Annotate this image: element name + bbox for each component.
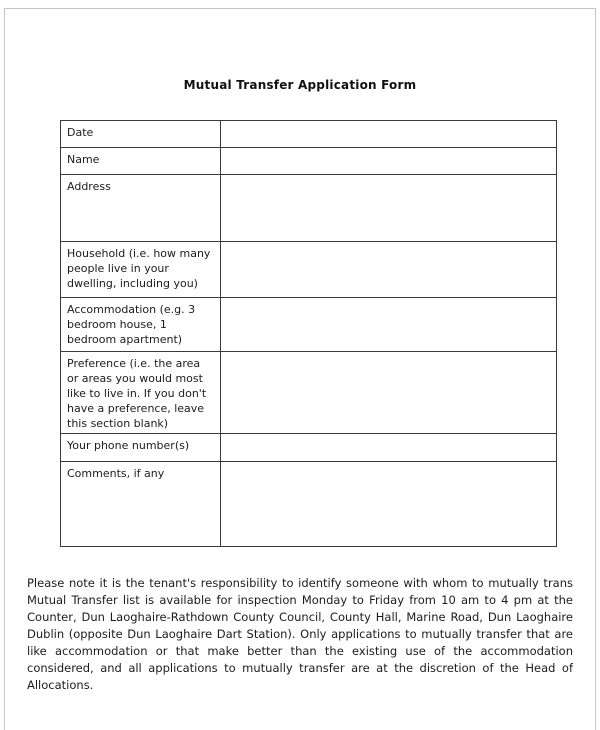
note-line: Please note it is the tenant's responsibility to identify someone with whom to mutually trans bbox=[27, 576, 573, 590]
row-address bbox=[61, 174, 556, 241]
application-form-table bbox=[60, 120, 557, 547]
address-input-cell[interactable] bbox=[221, 175, 556, 241]
household-input-cell[interactable] bbox=[221, 242, 556, 297]
row-accommodation bbox=[61, 297, 556, 351]
phone-number-label: Your phone number(s) bbox=[61, 434, 221, 461]
accommodation-label: Accommodation (e.g. 3 bedroom house, 1 bedroom apartment) bbox=[61, 298, 221, 351]
note-paragraph bbox=[27, 575, 573, 694]
comments-input-cell[interactable] bbox=[221, 462, 556, 546]
note-line: Mutual Transfer list is available for inspection Monday to Friday from 10 am to 4 pm at the bbox=[27, 593, 573, 607]
page-title: Mutual Transfer Application Form bbox=[183, 78, 417, 92]
row-comments bbox=[61, 461, 556, 546]
date-label: Date bbox=[61, 121, 221, 147]
phone-number-input-cell[interactable] bbox=[221, 434, 556, 461]
address-label: Address bbox=[61, 175, 221, 241]
row-name bbox=[61, 147, 556, 174]
accommodation-input-cell[interactable] bbox=[221, 298, 556, 351]
date-input-cell[interactable] bbox=[221, 121, 556, 147]
note-line: like accommodation or that make better than the existing use of the accommodation bbox=[27, 644, 573, 658]
name-label: Name bbox=[61, 148, 221, 174]
name-input-cell[interactable] bbox=[221, 148, 556, 174]
row-date bbox=[61, 121, 556, 147]
household-label: Household (i.e. how many people live in your dwelling, including you) bbox=[61, 242, 221, 297]
note-line: Dublin (opposite Dun Laoghaire Dart Station). Only applications to mutually transfer that are bbox=[27, 627, 573, 641]
comments-label: Comments, if any bbox=[61, 462, 221, 546]
note-line: Counter, Dun Laoghaire-Rathdown County Council, County Hall, Marine Road, Dun Laoghaire bbox=[27, 610, 573, 624]
row-household bbox=[61, 241, 556, 297]
note-line: considered, and all applications to mutually transfer are at the discretion of the Head of bbox=[27, 661, 573, 675]
note-line: Allocations. bbox=[27, 678, 94, 692]
row-phone-number bbox=[61, 433, 556, 461]
row-preference bbox=[61, 351, 556, 433]
preference-input-cell[interactable] bbox=[221, 352, 556, 433]
preference-label: Preference (i.e. the area or areas you would most like to live in. If you don't have a preference, leave this section blank) bbox=[61, 352, 221, 433]
